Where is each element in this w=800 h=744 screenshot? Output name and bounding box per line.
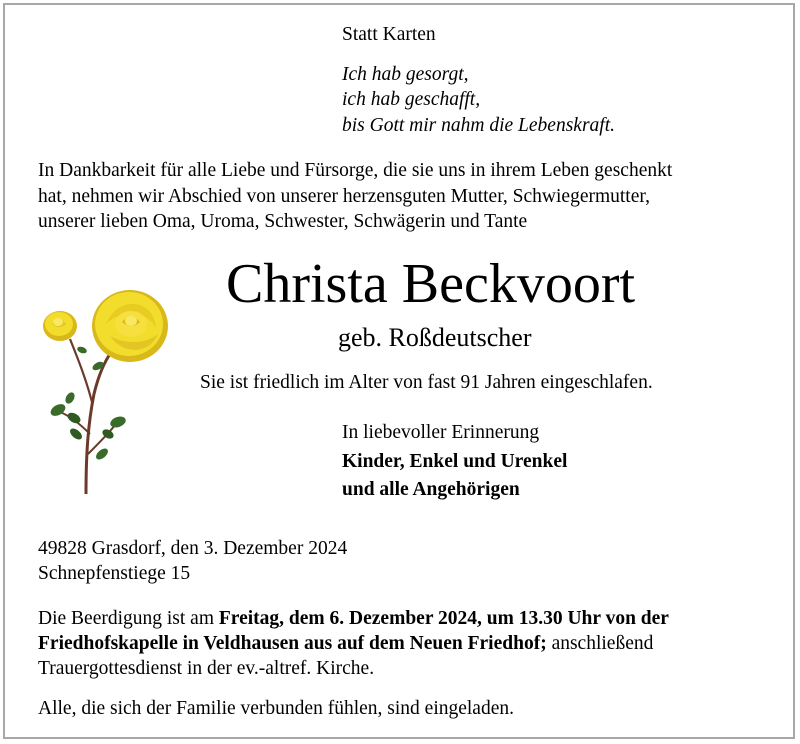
intro-line-3: unserer lieben Oma, Uroma, Schwester, Schwägerin und Tante	[38, 211, 528, 232]
invitation-text: Alle, die sich der Familie verbunden fühlen, sind eingeladen.	[38, 698, 514, 719]
death-statement: Sie ist friedlich im Alter von fast 91 Jahren eingeschlafen.	[200, 372, 653, 393]
funeral-subsequent: anschließend	[546, 633, 654, 654]
funeral-line-2	[38, 632, 764, 656]
funeral-location: Friedhofskapelle in Veldhausen aus auf dem Neuen Friedhof;	[38, 633, 547, 654]
mourners-line-1: Kinder, Enkel und Urenkel	[342, 451, 568, 472]
deceased-name: Christa Beckvoort	[226, 253, 636, 315]
poem-line-2: ich hab geschafft,	[342, 89, 481, 110]
intro-line-2: hat, nehmen wir Abschied von unserer herzensguten Mutter, Schwiegermutter,	[38, 186, 650, 207]
poem-line-3: bis Gott mir nahm die Lebenskraft.	[342, 115, 615, 136]
funeral-line-3: Trauergottesdienst in der ev.-altref. Kirche.	[38, 658, 375, 679]
mourners-line-2: und alle Angehörigen	[342, 479, 520, 500]
place-date: 49828 Grasdorf, den 3. Dezember 2024	[38, 538, 348, 559]
remembrance-intro: In liebevoller Erinnerung	[342, 422, 540, 443]
funeral-line-1	[38, 607, 764, 631]
intro-line-1: In Dankbarkeit für alle Liebe und Fürsorge, die sie uns in ihrem Leben geschenkt	[38, 160, 673, 181]
birth-name: geb. Roßdeutscher	[338, 323, 532, 352]
funeral-date-time: Freitag, dem 6. Dezember 2024, um 13.30 Uhr von der	[218, 608, 669, 629]
street-address: Schnepfenstiege 15	[38, 563, 191, 584]
funeral-prefix: Die Beerdigung ist am	[38, 608, 219, 629]
yellow-rose-icon	[36, 284, 176, 499]
statt-karten: Statt Karten	[342, 24, 436, 45]
poem-line-1: Ich hab gesorgt,	[342, 64, 469, 85]
